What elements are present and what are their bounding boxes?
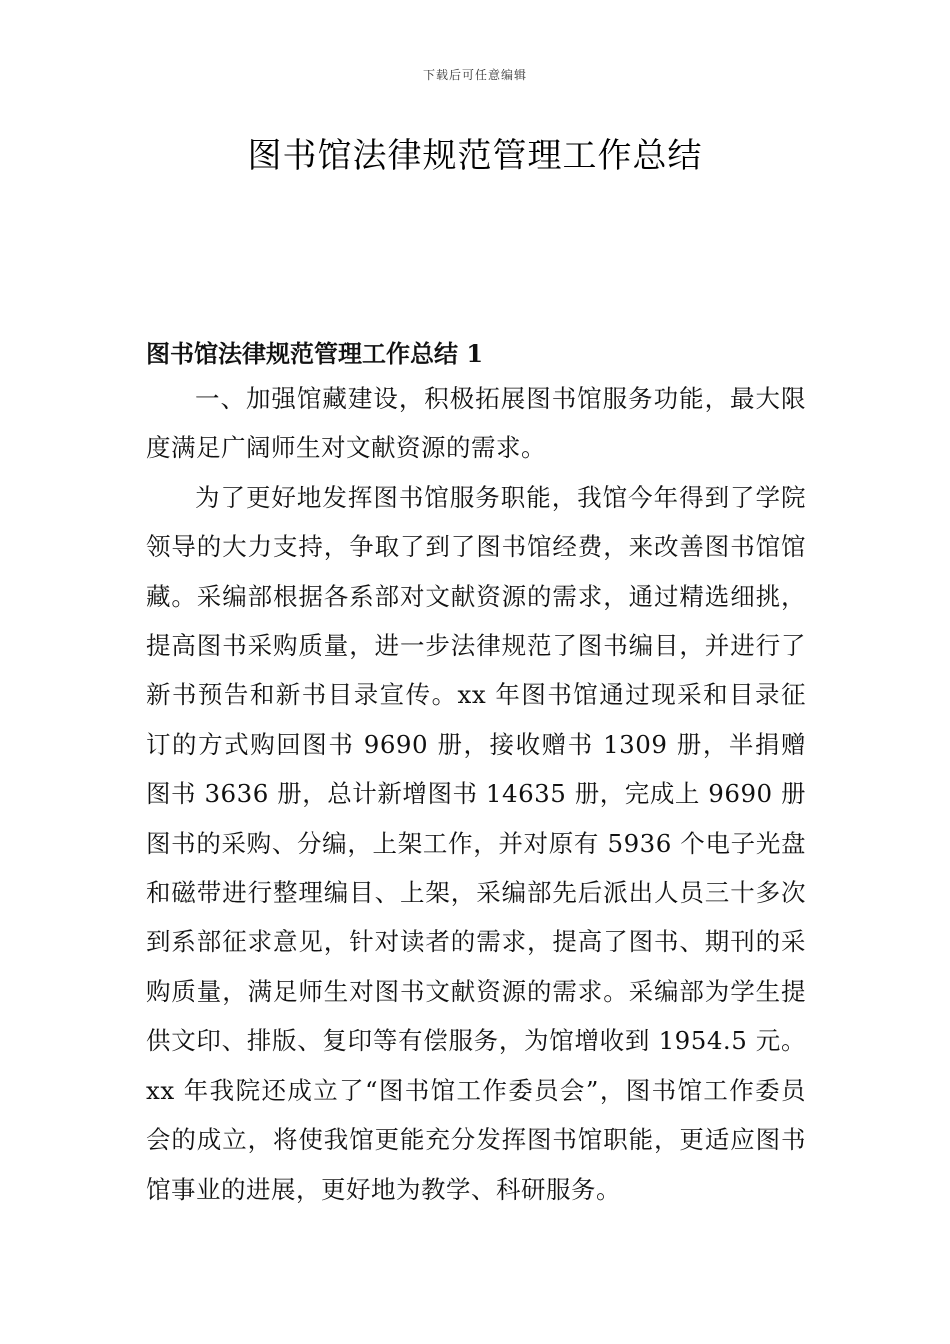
body-text — [146, 374, 806, 1214]
document-title: 图书馆法律规范管理工作总结 — [247, 136, 703, 176]
paragraph-2: 为了更好地发挥图书馆服务职能，我馆今年得到了学院领导的大力支持，争取了到了图书馆经费，来改善图书馆馆藏。采编部根据各系部对文献资源的需求，通过精选细挑，提高图书采购质量，进一步法律规范了图书编目，并进行了新书预告和新书目录宣传。xx 年图书馆通过现采和目录征订的方式购回图书 9690 册，接收赠书 1309 册，半捐赠图书 3636 册，总计新增图书 14635 册，完成上 9690 册图书的采购、分编，上架工作，并对原有 5936 个电子光盘和磁带进行整理编目、上架，采编部先后派出人员三十多次到系部征求意见，针对读者的需求，提高了图书、期刊的采购质量，满足师生对图书文献资源的需求。采编部为学生提供文印、排版、复印等有偿服务，为馆增收到 1954.5 元。xx 年我院还成立了“图书馆工作委员会”，图书馆工作委员会的成立，将使我馆更能充分发挥图书馆职能，更适应图书馆事业的进展，更好地为教学、科研服务。 — [146, 482, 806, 1204]
section-heading: 图书馆法律规范管理工作总结 1 — [146, 339, 484, 368]
header-note: 下载后可任意编辑 — [422, 68, 527, 82]
paragraph-1: 一、加强馆藏建设，积极拓展图书馆服务功能，最大限度满足广阔师生对文献资源的需求。 — [146, 384, 806, 463]
